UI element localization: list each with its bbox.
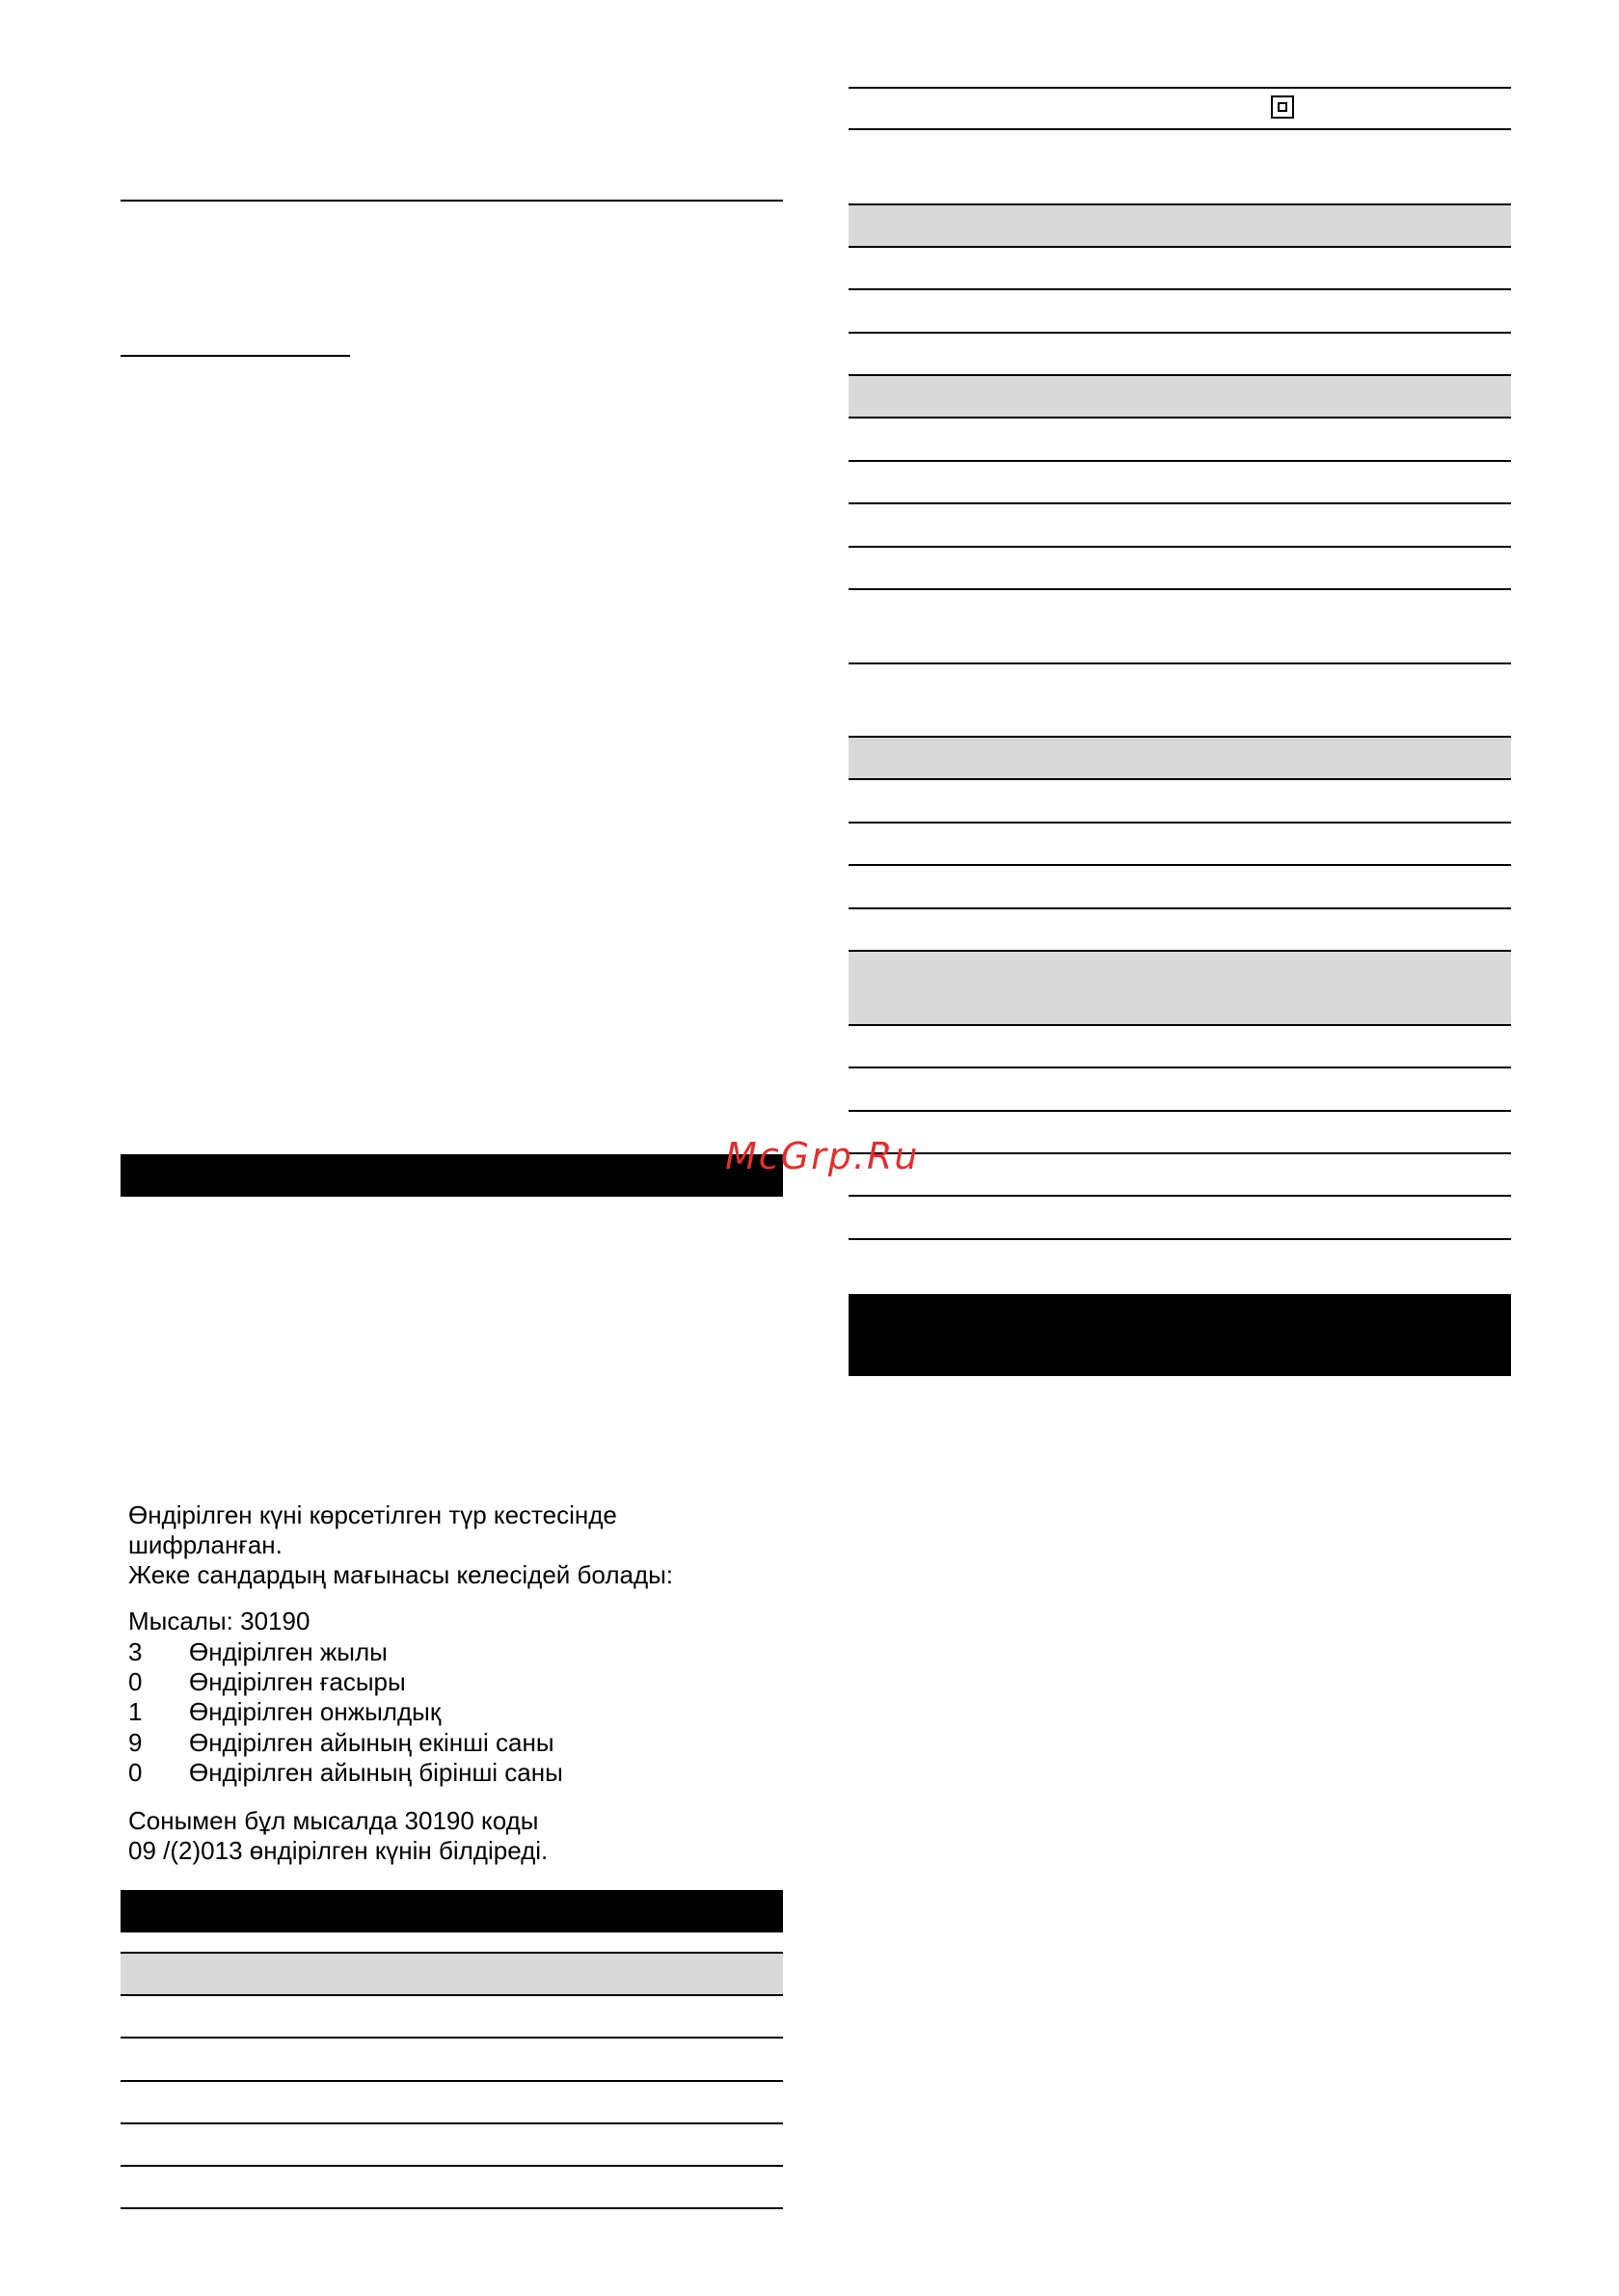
production-date-intro-1: Өндірілген күні көрсетілген түр кестесінде (128, 1500, 617, 1529)
table-right-rule-12 (849, 662, 1511, 664)
production-date-conclusion-2: 09 /(2)013 өндірілген күнін білдіреді. (128, 1836, 549, 1865)
code-digit-5: 0 (128, 1758, 143, 1787)
table-left-rule-5 (121, 2122, 783, 2124)
table-right-rule-16 (849, 864, 1511, 866)
rule-left-top (121, 200, 783, 202)
production-date-conclusion-1: Сонымен бұл мысалда 30190 коды (128, 1806, 539, 1835)
table-right-rule-top (849, 87, 1511, 89)
table-right-rule-15 (849, 822, 1511, 824)
production-date-intro-3: Жеке сандардың мағынасы келесідей болады: (128, 1560, 674, 1589)
table-right-rule-1 (849, 128, 1511, 130)
table-right-rule-8 (849, 460, 1511, 462)
section-header-bar-right (849, 1294, 1511, 1376)
table-right-rule-7 (849, 417, 1511, 419)
code-label-2: Өндірілген ғасыры (189, 1667, 406, 1696)
table-right-rule-10 (849, 546, 1511, 548)
table-right-rule-21 (849, 1110, 1511, 1112)
code-label-5: Өндірілген айының бірінші саны (189, 1758, 563, 1787)
table-right-rule-6 (849, 374, 1511, 376)
table-left-rule-7 (121, 2207, 783, 2209)
table-right-rule-9 (849, 502, 1511, 504)
code-digit-1: 3 (128, 1637, 143, 1666)
production-date-intro-2: шифрланған. (128, 1530, 283, 1559)
table-left-rule-4 (121, 2080, 783, 2082)
table-right-rule-4 (849, 288, 1511, 290)
table-right-rule-11 (849, 588, 1511, 590)
table-right-rule-13 (849, 736, 1511, 738)
table-right-group-4 (849, 951, 1511, 1024)
table-right-rule-5 (849, 332, 1511, 334)
table-right-group-1 (849, 204, 1511, 246)
table-right-rule-17 (849, 907, 1511, 909)
table-right-rule-3 (849, 246, 1511, 248)
rule-left-short (121, 355, 350, 357)
code-label-4: Өндірілген айының екінші саны (189, 1728, 554, 1757)
section-header-bar-left-2 (121, 1890, 783, 1932)
double-insulation-icon (1271, 95, 1294, 119)
table-right-rule-19 (849, 1024, 1511, 1026)
table-right-group-3 (849, 737, 1511, 778)
code-digit-2: 0 (128, 1667, 143, 1696)
table-right-rule-20 (849, 1067, 1511, 1068)
code-digit-4: 9 (128, 1728, 143, 1757)
table-right-rule-23 (849, 1195, 1511, 1197)
table-right-rule-24 (849, 1238, 1511, 1240)
table-right-rule-2 (849, 203, 1511, 205)
table-right-rule-14 (849, 778, 1511, 780)
section-header-bar-left-1 (121, 1154, 783, 1197)
code-label-1: Өндірілген жылы (189, 1637, 388, 1666)
production-date-example: Мысалы: 30190 (128, 1607, 310, 1635)
table-left-rule-3 (121, 2037, 783, 2039)
table-left-rule-2 (121, 1994, 783, 1996)
table-right-rule-22 (849, 1152, 1511, 1154)
code-label-3: Өндірілген онжылдық (189, 1697, 442, 1726)
table-right-group-2 (849, 375, 1511, 417)
table-left-header-row (121, 1953, 783, 1994)
table-right-rule-18 (849, 950, 1511, 952)
table-left-rule-6 (121, 2165, 783, 2167)
watermark: McGrp.Ru (725, 1135, 920, 1177)
table-left-rule-1 (121, 1952, 783, 1954)
code-digit-3: 1 (128, 1697, 143, 1726)
